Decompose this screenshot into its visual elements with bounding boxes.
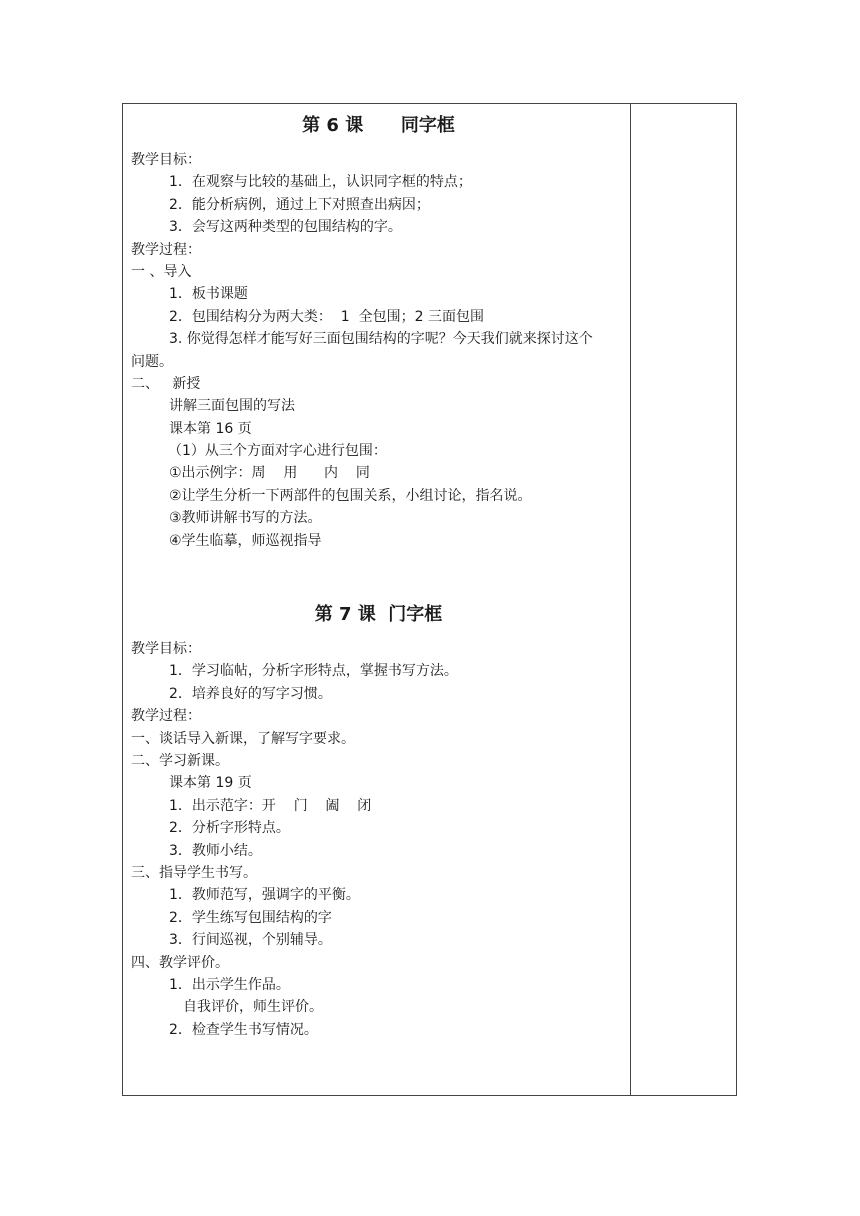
lesson6-section2-line-6: ③教师讲解书写的方法。 [169,510,322,527]
lesson6-section2: 二、 新授 [131,375,201,392]
lesson7-section1: 一、谈话导入新课，了解写字要求。 [131,730,355,747]
lesson7-section2: 二、学习新课。 [131,752,229,769]
lesson7-section2-item-2: 2．分析字形特点。 [169,820,290,837]
lesson7-goal-2: 2．培养良好的写字习惯。 [169,685,332,702]
lesson6-goal-1: 1．在观察与比较的基础上，认识同字框的特点； [169,174,472,191]
lesson6-section2-line-7: ④学生临摹，师巡视指导 [169,532,322,549]
lesson7-title: 第 7 课 门字框 [314,604,443,626]
lesson6-title: 第 6 课 同字框 [302,115,455,136]
lesson6-section2-line-2: 课本第 16 页 [169,420,252,437]
lesson7-section2-item-3: 3．教师小结。 [169,842,262,859]
lesson7-section4-sub: 自我评价，师生评价。 [183,999,323,1016]
lesson7-process-heading: 教学过程： [131,708,201,725]
lesson6-section1: 一 、导入 [131,263,192,280]
lesson6-section1-item-3-line2: 问题。 [131,353,173,370]
lesson6-section2-line-5: ②让学生分析一下两部件的包围关系，小组讨论，指名说。 [169,487,532,504]
lesson6-section1-item-2: 2．包围结构分为两大类： 1 全包围；2 三面包围 [169,308,484,325]
lesson6-section1-item-3-line1: 3. 你觉得怎样才能写好三面包围结构的字呢？今天我们就来探讨这个 [169,331,593,348]
lesson6-section2-line-4: ①出示例字：周 用 内 同 [169,465,370,482]
lesson6-goal-2: 2．能分析病例，通过上下对照查出病因； [169,196,430,213]
lesson7-section3-item-1: 1．教师范写，强调字的平衡。 [169,887,360,904]
lesson6-goals-heading: 教学目标： [131,152,201,168]
lesson6-section1-item-1: 1．板书课题 [169,286,248,303]
lesson7-section3: 三、指导学生书写。 [131,864,257,881]
section-spacer [131,552,626,602]
lesson7-section2-item-1: 1．出示范字：开 门 阖 闭 [169,797,372,814]
lesson6-goal-3: 3．会写这两种类型的包围结构的字。 [169,219,402,236]
lesson7-section2-page: 课本第 19 页 [169,775,252,792]
lesson7-goal-1: 1．学习临帖，分析字形特点，掌握书写方法。 [169,663,458,680]
lesson7-section4-item-1: 1．出示学生作品。 [169,976,290,993]
table-column-divider [630,103,631,1096]
lesson6-section2-line-1: 讲解三面包围的写法 [169,398,295,415]
lesson7-section4: 四、教学评价。 [131,954,229,971]
lesson6-section2-line-3: （1）从三个方面对字心进行包围： [168,443,387,460]
lesson6-process-heading: 教学过程： [131,241,201,258]
lesson7-section3-item-3: 3．行间巡视，个别辅导。 [169,932,332,949]
lesson7-section4-item-2: 2．检查学生书写情况。 [169,1021,318,1038]
lesson7-goals-heading: 教学目标： [131,641,201,658]
lesson-plan-content [131,113,626,1041]
lesson7-section3-item-2: 2．学生练写包围结构的字 [169,909,332,926]
